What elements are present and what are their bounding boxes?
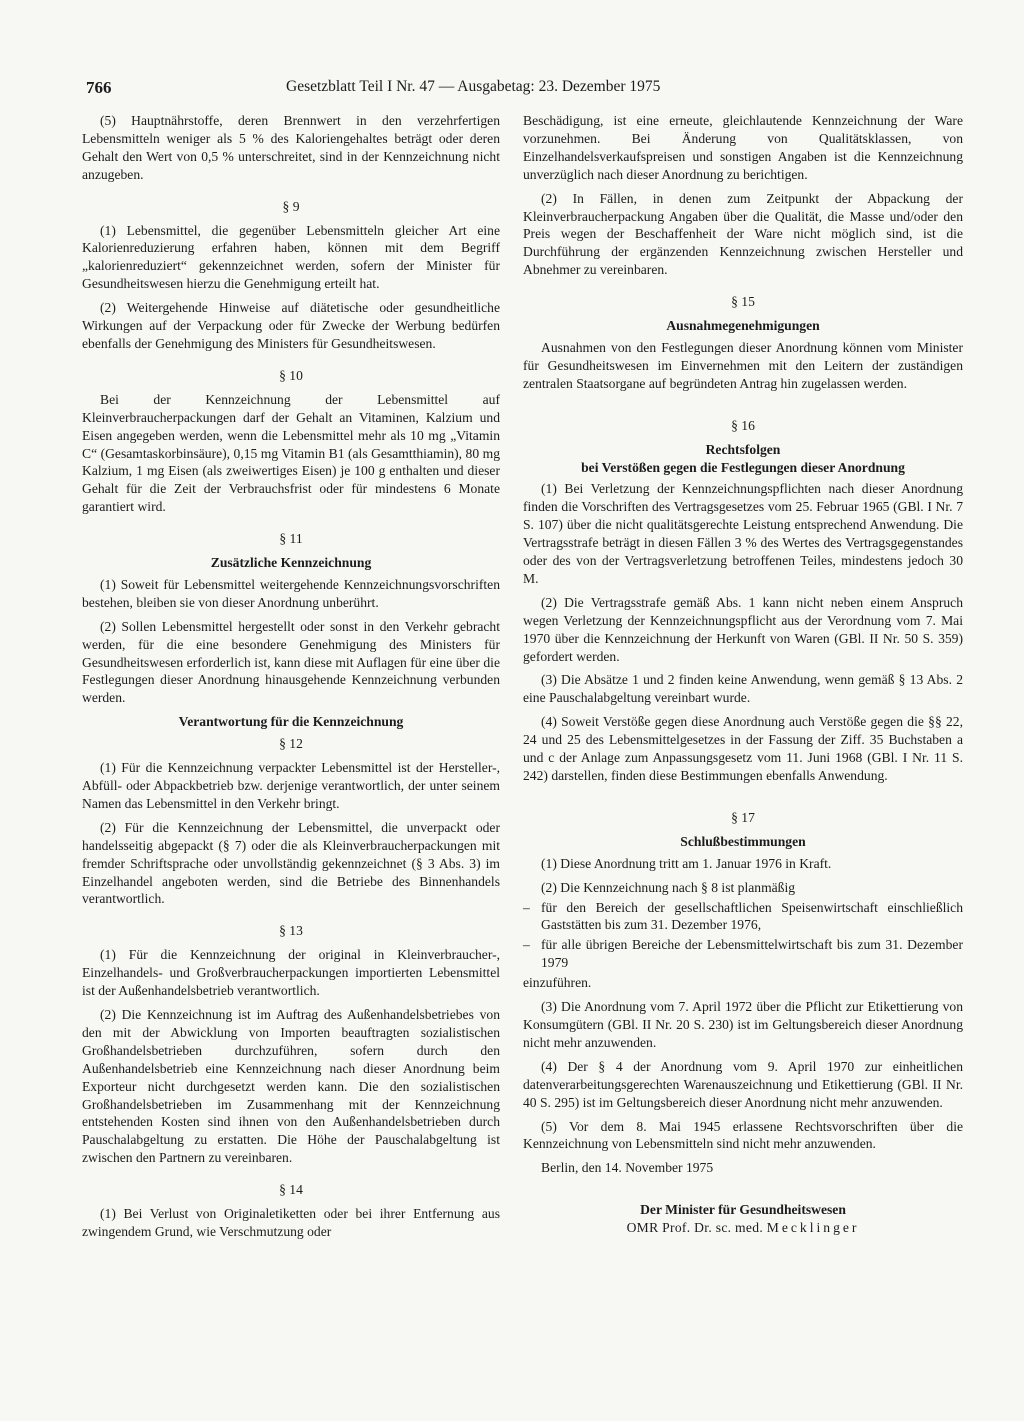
list-item bbox=[523, 899, 963, 935]
paragraph: (4) Der § 4 der Anordnung vom 9. April 1970 zur einheitlichen datenverarbeitungsgerechten Warenauszeichnung und Etikettierung (GBl. II Nr. 40 S. 295) ist im Geltungsbereich dieser Anordnung nicht mehr anzuwenden. bbox=[523, 1058, 963, 1110]
section-title: Ausnahmegenehmigungen bbox=[666, 318, 820, 334]
paragraph: (2) In Fällen, in denen zum Zeitpunkt der Abpackung der Kleinverbraucherpackung Angaben über die Qualität, die Masse und/oder den Preis wegen der Beschaffenheit der Ware nicht möglich sind, ist die Durchführung der ergänzenden Kennzeichnung zwischen Hersteller und Abnehmer zu vereinbaren. bbox=[523, 190, 963, 278]
section-heading: § 12 bbox=[279, 736, 303, 752]
dash-marker: – bbox=[523, 937, 530, 953]
signer bbox=[523, 1219, 963, 1237]
dash-marker: – bbox=[523, 899, 530, 915]
page-number: 766 bbox=[86, 78, 112, 97]
signer-title: Der Minister für Gesundheitswesen bbox=[640, 1202, 846, 1218]
section-heading: § 17 bbox=[731, 809, 755, 825]
paragraph: (2) Sollen Lebensmittel hergestellt oder sonst in den Verkehr gebracht werden, für die eine besondere Genehmigung des Ministers für Gesundheitswesen erforderlich ist, kann diese mit Auflagen für eine über die Festlegungen dieser Anordnung hinausgehende Kennzeichnung verbunden werden. bbox=[82, 618, 500, 706]
paragraph: (4) Soweit Verstöße gegen diese Anordnung auch Verstöße gegen die §§ 22, 24 und 25 des Lebensmittelgesetzes in der Fassung der Ziff. 35 Buchstaben a und c der Anlage zum Anpassungsgesetz vom 11. Juni 1968 (GBl. I Nr. 11 S. 242) darstellen, finden diese Bestimmungen ebenfalls Anwendung. bbox=[523, 714, 963, 783]
list-item-text: für alle übrigen Bereiche der Lebensmittelwirtschaft bis zum 31. Dezember 1979 bbox=[541, 937, 963, 971]
paragraph: (1) Für die Kennzeichnung der original in Kleinverbraucher-, Einzelhandels- und Großverbraucherpackungen importierten Lebensmittel ist der Außenhandelsbetrieb verantwortlich. bbox=[82, 947, 500, 999]
paragraph: (2) Für die Kennzeichnung der Lebensmittel, die unverpackt oder handelsseitig abgepackt (§ 7) oder die als Kleinverbraucherpackungen mit fremder Schriftsprache oder unvollständig gekennzeichnet (§ 3 Abs. 3) im Einzelhandel angeboten werden, sind die Betriebe des Binnenhandels verantwortlich. bbox=[82, 819, 500, 907]
paragraph: (2) Die Kennzeichnung nach § 8 ist planmäßig bbox=[541, 879, 796, 895]
left-column bbox=[82, 112, 500, 1247]
paragraph: Beschädigung, ist eine erneute, gleichlautende Kennzeichnung der Ware vorzunehmen. Bei Änderung von Qualitätsklassen, von Einzelhandelsverkaufspreisen und sonstigen Angaben ist die Kennzeichnung unverzüglich nach dieser Anordnung zu berichtigen. bbox=[523, 113, 963, 182]
paragraph: (1) Für die Kennzeichnung verpackter Lebensmittel ist der Hersteller-, Abfüll- oder Abpackbetrieb bzw. derjenige verantwortlich, der unter seinem Namen das Lebensmittel in den Verkehr bringt. bbox=[82, 760, 500, 811]
paragraph: Ausnahmen von den Festlegungen dieser Anordnung können vom Minister für Gesundheitswesen im Einvernehmen mit den Leitern der zuständigen zentralen Staatsorgane auf begründeten Antrag hin zugelassen werden. bbox=[523, 339, 963, 391]
section-heading: § 16 bbox=[731, 417, 755, 433]
section-heading: § 13 bbox=[279, 923, 303, 939]
section-heading: § 11 bbox=[279, 531, 303, 547]
section-title: Zusätzliche Kennzeichnung bbox=[210, 555, 372, 571]
section-title: Rechtsfolgen bbox=[705, 441, 781, 457]
gazette-header: Gesetzblatt Teil I Nr. 47 — Ausgabetag: 23. Dezember 1975 bbox=[286, 78, 661, 95]
paragraph: (1) Lebensmittel, die gegenüber Lebensmitteln gleicher Art eine Kalorienreduzierung erfahren haben, können mit dem Begriff „kalorienreduziert“ gekennzeichnet werden, sofern der Minister für Gesundheitswesen hierzu die Genehmigung erteilt hat. bbox=[82, 222, 500, 292]
page-header bbox=[86, 78, 966, 100]
paragraph: (2) Die Vertragsstrafe gemäß Abs. 1 kann nicht neben einem Anspruch wegen Verletzung der Kennzeichnungspflicht aus der Verordnung vom 7. Mai 1970 über die Kennzeichnung der Herkunft von Waren (GBl. II Nr. 50 S. 359) gefordert werden. bbox=[523, 594, 963, 664]
paragraph: (1) Bei Verletzung der Kennzeichnungspflichten nach dieser Anordnung finden die Vorschriften des Vertragsgesetzes vom 25. Februar 1965 (GBl. I Nr. 7 S. 107) über die nicht qualitätsgerechte Leistung entsprechend Anwendung. Die Vertragsstrafe beträgt in diesen Fällen 3 % des Wertes des Vertragsgegenstandes oder des von der Vertragsverletzung betroffenen Teiles, mindestens jedoch 30 M. bbox=[523, 481, 963, 586]
signer-name: Mecklinger bbox=[766, 1220, 860, 1236]
paragraph: Bei der Kennzeichnung der Lebensmittel auf Kleinverbraucherpackungen darf der Gehalt an Vitaminen, Kalzium und Eisen angegeben werden, wenn die Lebensmittel mehr als 10 mg „Vitamin C“ (Gesamtaskorbinsäure), 0,15 mg Vitamin B1 (als Gesamtthiamin), 80 mg Kalzium, 1 mg Eisen (als zweiwertiges Eisen) je 100 g enthalten und dieser Gehalt für die Zeit der Verbrauchsfrist oder für mindestens 6 Monate garantiert wird. bbox=[82, 391, 500, 515]
section-heading: § 15 bbox=[731, 294, 755, 310]
paragraph: einzuführen. bbox=[523, 975, 592, 991]
paragraph: (3) Die Absätze 1 und 2 finden keine Anwendung, wenn gemäß § 13 Abs. 2 eine Pauschalabgeltung vereinbart wurde. bbox=[523, 672, 963, 706]
list-item bbox=[523, 936, 963, 972]
right-column bbox=[523, 112, 963, 1237]
section-heading: § 14 bbox=[279, 1182, 303, 1198]
signer-prefix: OMR Prof. Dr. sc. med. bbox=[626, 1220, 764, 1236]
paragraph: (1) Diese Anordnung tritt am 1. Januar 1976 in Kraft. bbox=[541, 855, 832, 871]
section-title: Schlußbestimmungen bbox=[680, 833, 806, 849]
paragraph: (1) Bei Verlust von Originaletiketten oder bei ihrer Entfernung aus zwingendem Grund, wie Verschmutzung oder bbox=[82, 1206, 500, 1239]
paragraph: (5) Hauptnährstoffe, deren Brennwert in den verzehrfertigen Lebensmitteln weniger als 5 % des Kaloriengehaltes beträgt oder deren Gehalt den Wert von 0,5 % unterschreitet, sind in der Kennzeichnung nicht anzugeben. bbox=[82, 113, 500, 182]
section-heading: § 10 bbox=[279, 367, 303, 383]
paragraph: (3) Die Anordnung vom 7. April 1972 über die Pflicht zur Etikettierung von Konsumgütern (GBl. II Nr. 20 S. 230) ist im Geltungsbereich dieser Anordnung nicht mehr anzuwenden. bbox=[523, 999, 963, 1050]
section-heading: § 9 bbox=[282, 198, 300, 214]
paragraph: (5) Vor dem 8. Mai 1945 erlassene Rechtsvorschriften über die Kennzeichnung von Lebensmitteln sind nicht mehr anzuwenden. bbox=[523, 1118, 963, 1152]
section-title: Verantwortung für die Kennzeichnung bbox=[178, 714, 404, 730]
list-item-text: für den Bereich der gesellschaftlichen Speisenwirtschaft einschließlich Gaststätten bis zum 31. Dezember 1976, bbox=[541, 899, 963, 933]
paragraph: (2) Weitergehende Hinweise auf diätetische oder gesundheitliche Wirkungen auf der Verpackung oder für Zwecke der Werbung bedürfen ebenfalls der Genehmigung des Ministers für Gesundheitswesen. bbox=[82, 300, 500, 351]
paragraph: (2) Die Kennzeichnung ist im Auftrag des Außenhandelsbetriebes von den mit der Abwicklung von Importen beauftragten sozialistischen Großhandelsbetrieben durchzuführen, sofern durch den Außenhandelsbetrieb eine Kennzeichnung nach dieser Anordnung beim Exporteur nicht durchgesetzt werden kann. Die den sozialistischen Großhandelsbetrieben im Zusammenhang mit der Kennzeichnung entstehenden Kosten sind ihnen von den Außenhandelsbetrieben durch Pauschalabgeltung zu erstatten. Die Höhe der Pauschalabgeltung ist zwischen den Partnern zu vereinbaren. bbox=[82, 1006, 500, 1166]
paragraph: (1) Soweit für Lebensmittel weitergehende Kennzeichnungsvorschriften bestehen, bleiben sie von dieser Anordnung unberührt. bbox=[82, 576, 500, 610]
section-subtitle: bei Verstößen gegen die Festlegungen dieser Anordnung bbox=[581, 459, 905, 475]
place-date: Berlin, den 14. November 1975 bbox=[541, 1160, 714, 1176]
